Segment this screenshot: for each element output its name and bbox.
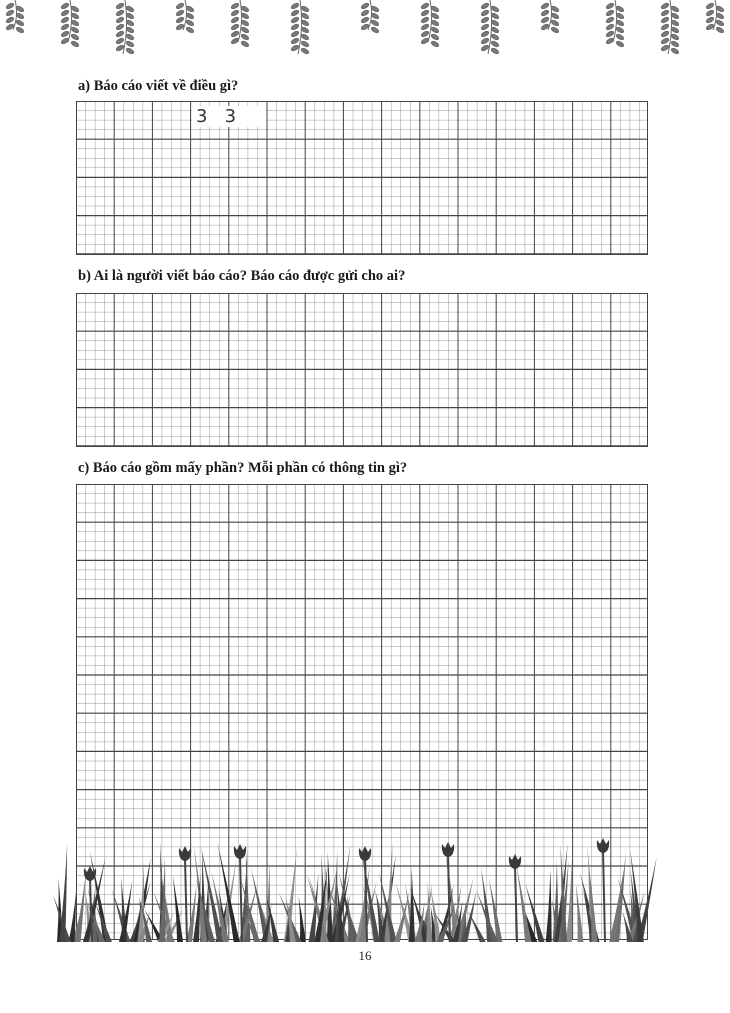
question-a: a) Báo cáo viết về điều gì? xyxy=(78,78,239,94)
question-b: b) Ai là người viết báo cáo? Báo cáo được gửi cho ai? xyxy=(78,268,406,284)
writing-grid-a[interactable] xyxy=(76,101,648,255)
grass-tulip-decoration xyxy=(40,820,680,942)
handwritten-marks: 3 3 xyxy=(192,106,266,127)
hanging-vines-decoration xyxy=(0,0,730,70)
question-c: c) Báo cáo gồm mấy phần? Mỗi phần có thông tin gì? xyxy=(78,460,408,476)
writing-grid-b[interactable] xyxy=(76,293,648,447)
page-number: 16 xyxy=(358,948,372,963)
